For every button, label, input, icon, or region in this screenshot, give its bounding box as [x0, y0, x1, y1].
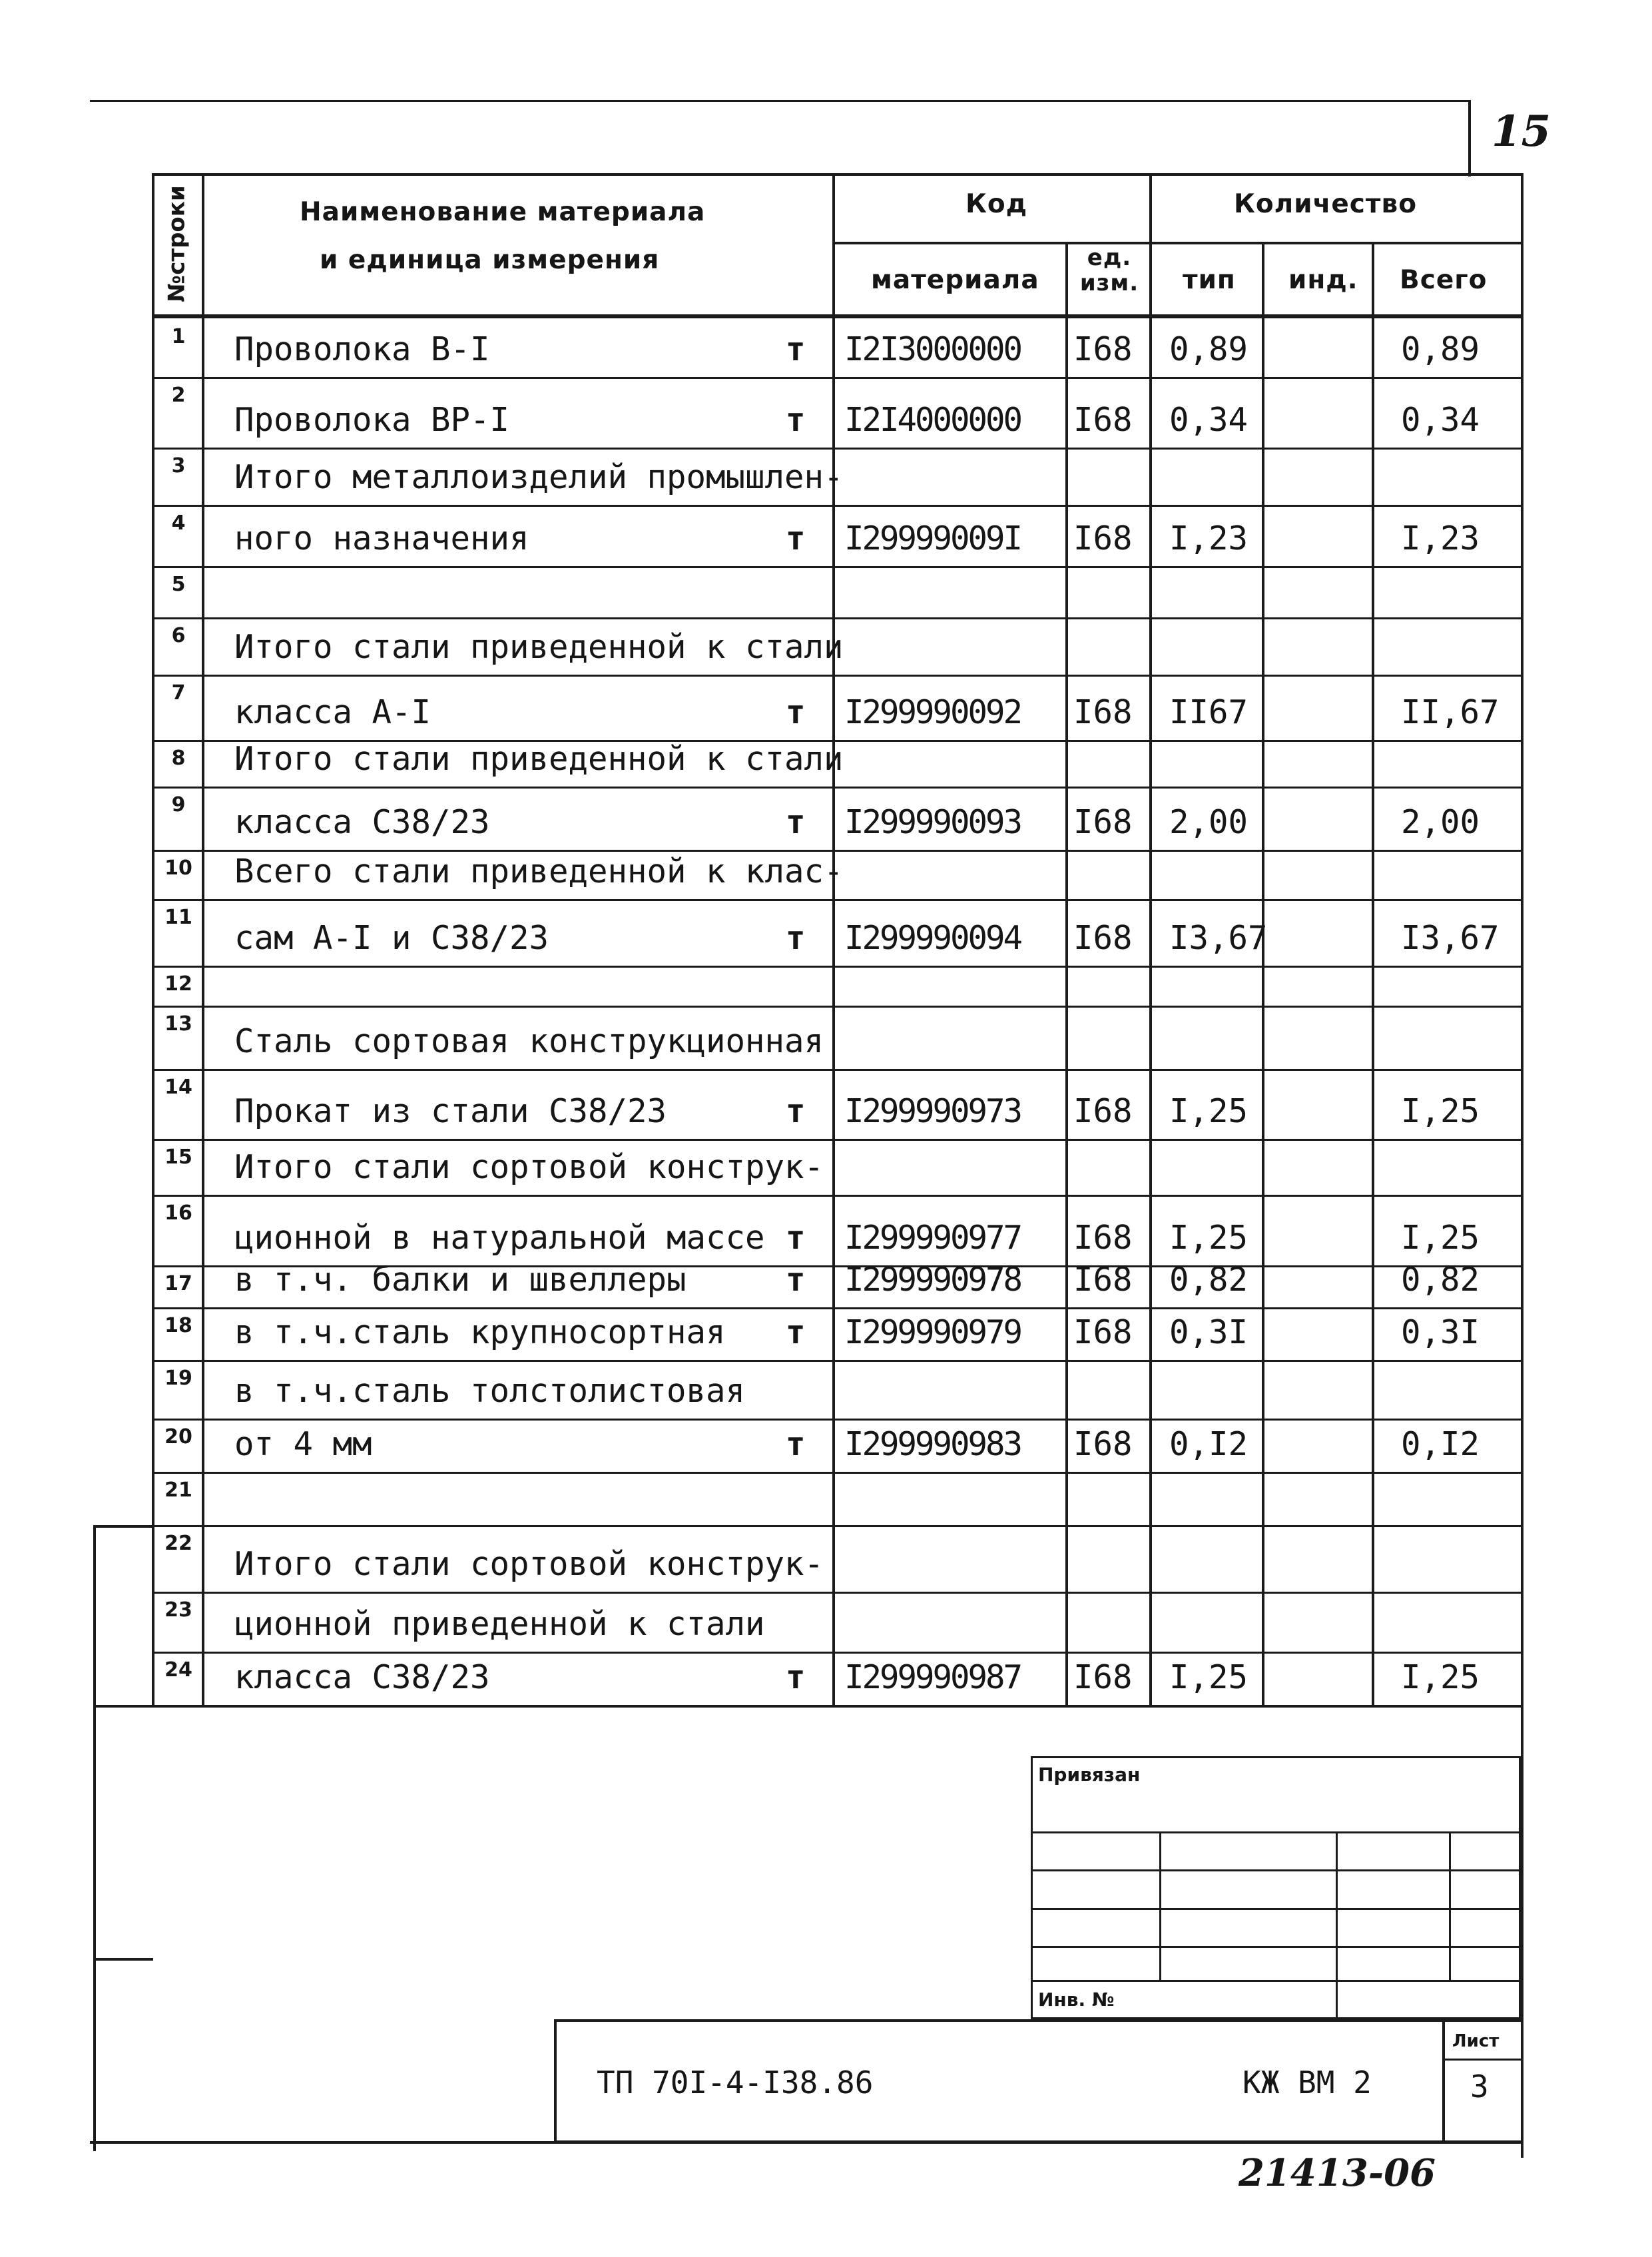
row-number: 9 — [171, 793, 186, 816]
row-divider — [152, 377, 1523, 379]
row-divider — [152, 1592, 1523, 1594]
material-name: класса С38/23 — [234, 803, 490, 841]
material-code: I299990978 — [844, 1261, 1021, 1299]
quantity-type: 0,I2 — [1169, 1425, 1248, 1463]
quantity-type: 0,3I — [1169, 1313, 1248, 1351]
material-code: I299990983 — [844, 1425, 1021, 1463]
row-number: 11 — [164, 906, 192, 929]
row-number: 17 — [164, 1272, 192, 1295]
material-name: Итого металлоизделий промышлен- — [234, 458, 844, 496]
material-name: ционной приведенной к стали — [234, 1605, 765, 1643]
unit-symbol: т — [786, 1425, 806, 1463]
row-number: 16 — [164, 1201, 192, 1225]
binding-box — [1031, 1756, 1521, 2019]
material-name: ционной в натуральной массе — [234, 1219, 765, 1257]
material-code: I299990977 — [844, 1219, 1021, 1257]
material-name: в т.ч.сталь толстолистовая — [234, 1372, 746, 1410]
material-code: I299990973 — [844, 1092, 1021, 1130]
unit-symbol: т — [786, 803, 806, 841]
material-code: I299990092 — [844, 693, 1021, 731]
quantity-total: I3,67 — [1401, 919, 1500, 957]
material-code: I299990979 — [844, 1313, 1021, 1351]
material-name: класса А-I — [234, 693, 431, 731]
row-divider — [152, 675, 1523, 677]
unit-code: I68 — [1073, 401, 1133, 439]
row-number: 7 — [171, 681, 186, 705]
unit-symbol: т — [786, 401, 806, 439]
row-divider — [152, 1006, 1523, 1008]
title-block — [554, 2019, 1523, 2143]
quantity-total: 0,82 — [1401, 1261, 1480, 1299]
row-divider — [152, 1472, 1523, 1474]
material-name: Проволока В-I — [234, 330, 490, 368]
qty-type-header: тип — [1183, 265, 1236, 295]
sheet-number: 3 — [1470, 2069, 1489, 2104]
row-divider — [152, 787, 1523, 789]
material-code: I299990094 — [844, 919, 1021, 957]
row-number: 6 — [171, 624, 186, 647]
material-name: Итого стали приведенной к стали — [234, 740, 844, 778]
unit-symbol: т — [786, 330, 806, 368]
material-name: в т.ч. балки и швеллеры — [234, 1261, 687, 1299]
row-number: 8 — [171, 747, 186, 770]
material-name: Прокат из стали С38/23 — [234, 1092, 667, 1130]
inventory-number-label: Инв. № — [1038, 1989, 1115, 2011]
quantity-total: 0,89 — [1401, 330, 1480, 368]
unit-symbol: т — [786, 1658, 806, 1696]
quantity-total: I,25 — [1401, 1658, 1480, 1696]
row-divider — [152, 850, 1523, 852]
material-name: сам А-I и С38/23 — [234, 919, 549, 957]
material-code: I2I4000000 — [844, 401, 1021, 439]
unit-symbol: т — [786, 1092, 806, 1130]
row-divider — [152, 617, 1523, 619]
row-number: 23 — [164, 1598, 192, 1622]
row-number: 5 — [171, 573, 186, 596]
binding-title: Привязан — [1038, 1764, 1141, 1785]
material-name: класса С38/23 — [234, 1658, 490, 1696]
unit-code: I68 — [1073, 1092, 1133, 1130]
unit-code: I68 — [1073, 1313, 1133, 1351]
row-divider — [152, 966, 1523, 968]
row-number: 18 — [164, 1314, 192, 1337]
unit-code: I68 — [1073, 1219, 1133, 1257]
row-number: 24 — [164, 1658, 192, 1682]
row-divider — [152, 566, 1523, 568]
quantity-type: II67 — [1169, 693, 1248, 731]
quantity-total: I,25 — [1401, 1092, 1480, 1130]
material-name: Проволока ВР-I — [234, 401, 510, 439]
material-name: Итого стали приведенной к стали — [234, 628, 844, 666]
sheet-label: Лист — [1452, 2031, 1500, 2051]
material-code: I2I3000000 — [844, 330, 1021, 368]
quantity-type: I,25 — [1169, 1658, 1248, 1696]
row-number: 13 — [164, 1012, 192, 1036]
unit-symbol: т — [786, 919, 806, 957]
row-number: 21 — [164, 1478, 192, 1502]
row-divider — [152, 1360, 1523, 1362]
unit-symbol: т — [786, 1219, 806, 1257]
row-divider — [152, 505, 1523, 507]
row-number: 22 — [164, 1532, 192, 1555]
row-number: 12 — [164, 972, 192, 996]
material-name: Всего стали приведенной к клас- — [234, 852, 844, 890]
unit-code: I68 — [1073, 693, 1133, 731]
row-number: 1 — [171, 325, 186, 348]
quantity-total: 0,3I — [1401, 1313, 1480, 1351]
row-number: 15 — [164, 1145, 192, 1169]
row-number: 2 — [171, 384, 186, 407]
unit-code: I68 — [1073, 330, 1133, 368]
qty-ind-header: инд. — [1288, 265, 1358, 295]
unit-code: I68 — [1073, 803, 1133, 841]
archive-number: 21413-06 — [1239, 2151, 1436, 2195]
material-code: I29999009I — [844, 519, 1021, 557]
row-number: 20 — [164, 1425, 192, 1449]
row-number: 14 — [164, 1076, 192, 1099]
unit-code: I68 — [1073, 1425, 1133, 1463]
material-name: от 4 мм — [234, 1425, 372, 1463]
row-divider — [152, 448, 1523, 450]
quantity-type: 0,89 — [1169, 330, 1248, 368]
row-number: 10 — [164, 856, 192, 880]
material-name: Итого стали сортовой конструк- — [234, 1545, 824, 1583]
quantity-total: 0,34 — [1401, 401, 1480, 439]
row-divider — [152, 1307, 1523, 1309]
unit-symbol: т — [786, 519, 806, 557]
drawing-mark: КЖ ВМ 2 — [1242, 2065, 1372, 2100]
quantity-type: I,23 — [1169, 519, 1248, 557]
quantity-type: 0,82 — [1169, 1261, 1248, 1299]
quantity-type: 2,00 — [1169, 803, 1248, 841]
code-unit-header: ед. изм. — [1079, 244, 1139, 296]
quantity-type: I3,67 — [1169, 919, 1268, 957]
unit-symbol: т — [786, 1261, 806, 1299]
material-name: Итого стали сортовой конструк- — [234, 1148, 824, 1186]
document-code: ТП 70I-4-I38.86 — [597, 2065, 874, 2100]
unit-code: I68 — [1073, 1261, 1133, 1299]
row-number: 19 — [164, 1367, 192, 1390]
page-number: 15 — [1492, 107, 1551, 157]
material-name: ного назначения — [234, 519, 529, 557]
quantity-total: I,23 — [1401, 519, 1480, 557]
unit-code: I68 — [1073, 919, 1133, 957]
name-header-line1: Наименование материала — [300, 197, 706, 227]
unit-code: I68 — [1073, 519, 1133, 557]
unit-code: I68 — [1073, 1658, 1133, 1696]
quantity-total: I,25 — [1401, 1219, 1480, 1257]
code-material-header: материала — [871, 265, 1039, 295]
quantity-total: 2,00 — [1401, 803, 1480, 841]
code-header: Код — [965, 189, 1028, 219]
row-divider — [152, 1195, 1523, 1197]
material-name: в т.ч.сталь крупносортная — [234, 1313, 726, 1351]
qty-total-header: Всего — [1400, 265, 1488, 295]
unit-symbol: т — [786, 1313, 806, 1351]
name-header-line2: и единица измерения — [320, 245, 660, 275]
material-code: I299990987 — [844, 1658, 1021, 1696]
quantity-total: 0,I2 — [1401, 1425, 1480, 1463]
row-divider — [152, 899, 1523, 901]
unit-symbol: т — [786, 693, 806, 731]
row-divider — [152, 1525, 1523, 1527]
quantity-type: 0,34 — [1169, 401, 1248, 439]
row-divider — [152, 1069, 1523, 1071]
row-number: 3 — [171, 454, 186, 478]
row-number-header: №строки — [163, 185, 190, 302]
quantity-type: I,25 — [1169, 1092, 1248, 1130]
quantity-header: Количество — [1234, 189, 1417, 219]
row-divider — [152, 1652, 1523, 1654]
material-code: I299990093 — [844, 803, 1021, 841]
row-number: 4 — [171, 511, 186, 535]
quantity-type: I,25 — [1169, 1219, 1248, 1257]
row-divider — [152, 1139, 1523, 1141]
material-name: Сталь сортовая конструкционная — [234, 1022, 824, 1060]
quantity-total: II,67 — [1401, 693, 1500, 731]
row-divider — [152, 1419, 1523, 1421]
